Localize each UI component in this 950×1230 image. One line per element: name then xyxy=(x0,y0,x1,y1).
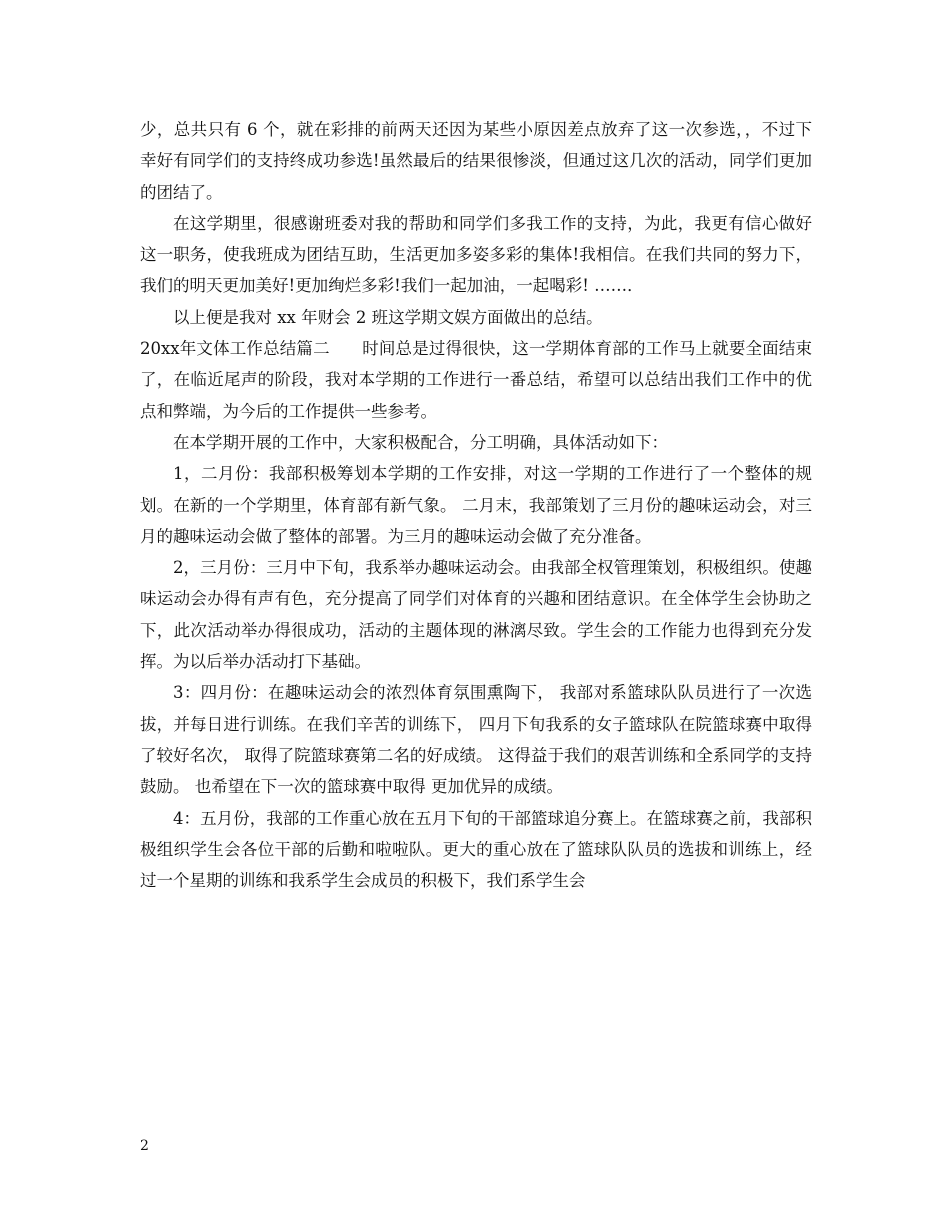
paragraph: 3：四月份：在趣味运动会的浓烈体育氛围熏陶下， 我部对系篮球队队员进行了一次选拔，并每日进行训练。在我们辛苦的训练下， 四月下旬我系的女子篮球队在院篮球赛中取得了较好名次， 取得了院篮球赛第二名的好成绩。 这得益于我们的艰苦训练和全系同学的支持鼓励。 也希望在下一次的篮球赛中取得 更加优异的成绩。 xyxy=(140,683,812,797)
paragraph: 在本学期开展的工作中，大家积极配合，分工明确，具体活动如下： xyxy=(173,432,668,452)
document-body xyxy=(140,114,812,896)
paragraph: 在这学期里，很感谢班委对我的帮助和同学们多我工作的支持，为此，我更有信心做好这一职务，使我班成为团结互助，生活更加多姿多彩的集体!我相信。在我们共同的努力下，我们的明天更加美好!更加绚烂多彩!我们一起加油，一起喝彩! ……． xyxy=(140,213,812,296)
paragraph: 2，三月份：三月中下旬，我系举办趣味运动会。由我部全权管理策划，积极组织。使趣味运动会办得有声有色，充分提高了同学们对体育的兴趣和团结意识。在全体学生会协助之下，此次活动举办得很成功，活动的主题体现的淋漓尽致。学生会的工作能力也得到充分发挥。为以后举办活动打下基础。 xyxy=(140,558,812,672)
section-heading-paragraph: 20xx年文体工作总结篇二 时间总是过得很快，这一学期体育部的工作马上就要全面结束了，在临近尾声的阶段，我对本学期的工作进行一番总结，希望可以总结出我们工作中的优点和弊端，为今后的工作提供一些参考。 xyxy=(140,339,812,421)
paragraph: 少，总共只有 6 个，就在彩排的前两天还因为某些小原因差点放弃了这一次参选，，不过下幸好有同学们的支持终成功参选!虽然最后的结果很惨淡，但通过这几次的活动，同学们更加的团结了。 xyxy=(140,120,812,202)
page-number: 2 xyxy=(140,1138,149,1154)
paragraph: 以上便是我对 xx 年财会 2 班这学期文娱方面做出的总结。 xyxy=(173,307,603,327)
paragraph: 1，二月份：我部积极筹划本学期的工作安排，对这一学期的工作进行了一个整体的规划。在新的一个学期里，体育部有新气象。 二月末，我部策划了三月份的趣味运动会，对三月的趣味运动会做了整体的部署。为三月的趣味运动会做了充分准备。 xyxy=(140,464,812,546)
paragraph: 4：五月份，我部的工作重心放在五月下旬的干部篮球追分赛上。在篮球赛之前，我部积极组织学生会各位干部的后勤和啦啦队。更大的重心放在了篮球队队员的选拔和训练上，经过一个星期的训练和我系学生会成员的积极下，我们系学生会 xyxy=(140,808,812,891)
